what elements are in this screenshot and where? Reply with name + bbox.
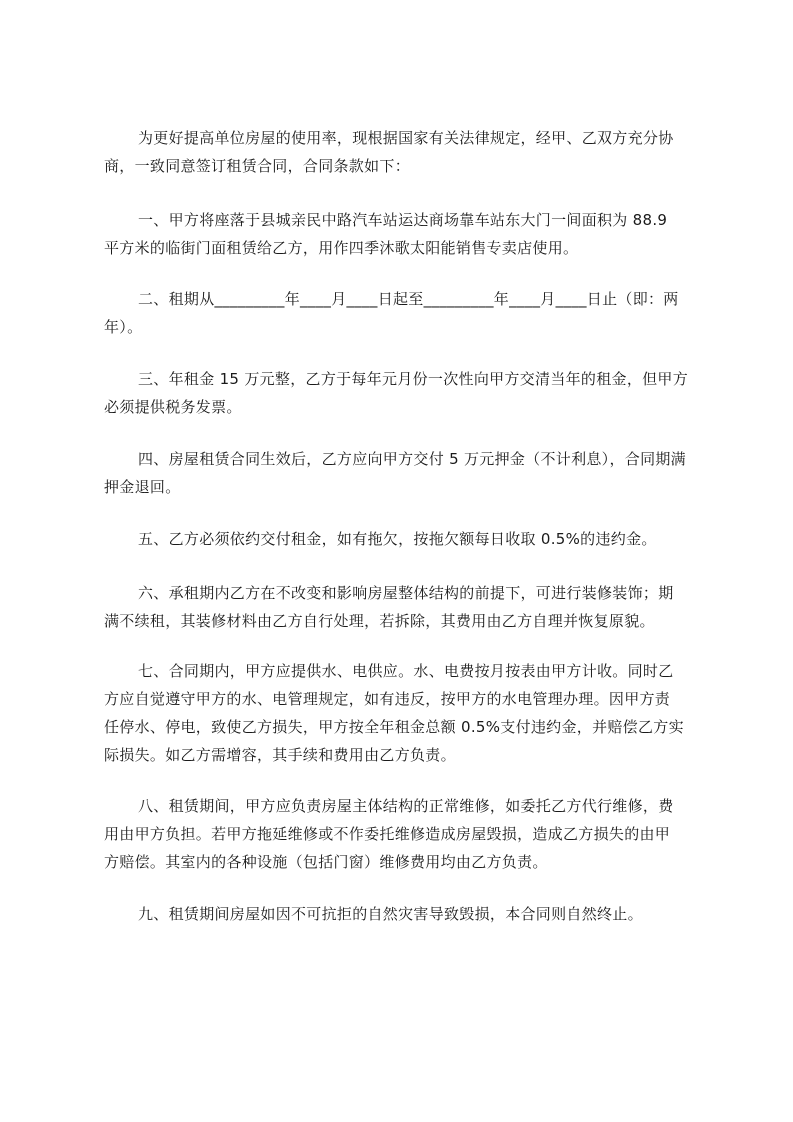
text-line: 必须提供税务发票。 [104,398,242,416]
text-line: 八、租赁期间，甲方应负责房屋主体结构的正常维修，如委托乙方代行维修，费 [138,797,674,815]
text-line: 方应自觉遵守甲方的水、电管理规定，如有违反，按甲方的水电管理办理。因甲方责 [104,690,671,708]
clause-8-paragraph [104,792,696,876]
clause-9-paragraph [104,900,696,928]
clause-1-paragraph [104,206,696,262]
text-line: 为更好提高单位房屋的使用率，现根据国家有关法律规定，经甲、乙双方充分协 [138,129,674,147]
clause-7-paragraph [104,657,696,769]
text-line: 际损失。如乙方需增容，其手续和费用由乙方负责。 [104,746,456,764]
text-line: 五、乙方必须依约交付租金，如有拖欠，按拖欠额每日收取 0.5%的违约金。 [138,530,657,548]
text-line: 满不续租，其装修材料由乙方自行处理，若拆除，其费用由乙方自理并恢复原貌。 [104,612,655,630]
text-line: 押金退回。 [104,478,181,496]
text-line: 九、租赁期间房屋如因不可抗拒的自然灾害导致毁损，本合同则自然终止。 [138,905,643,923]
text-line: 年）。 [104,318,143,336]
text-line: 平方米的临街门面租赁给乙方，用作四季沐歌太阳能销售专卖店使用。 [104,239,579,257]
clause-3-paragraph [104,365,696,421]
intro-paragraph [104,124,696,180]
text-line: 方赔偿。其室内的各种设施（包括门窗）维修费用均由乙方负责。 [104,853,548,871]
text-line: 七、合同期内，甲方应提供水、电供应。水、电费按月按表由甲方计收。同时乙 [138,662,674,680]
text-line: 三、年租金 15 万元整，乙方于每年元月份一次性向甲方交清当年的租金，但甲方 [138,370,689,388]
clause-2-paragraph [104,285,696,341]
text-line: 商，一致同意签订租赁合同，合同条款如下： [104,157,411,175]
text-line: 用由甲方负担。若甲方拖延维修或不作委托维修造成房屋毁损，造成乙方损失的由甲 [104,825,671,843]
text-line: 二、租期从_________年____月____日起至_________年____月____日止（即：两 [138,290,679,308]
clause-4-paragraph [104,445,696,501]
text-line: 四、房屋租赁合同生效后，乙方应向甲方交付 5 万元押金（不计利息），合同期满 [138,450,686,468]
text-line: 六、承租期内乙方在不改变和影响房屋整体结构的前提下，可进行装修装饰；期 [138,584,674,602]
clause-5-paragraph [104,525,696,553]
text-line: 一、甲方将座落于县城亲民中路汽车站运达商场靠车站东大门一间面积为 88.9 [138,211,668,229]
text-line: 任停水、停电，致使乙方损失，甲方按全年租金总额 0.5%支付违约金，并赔偿乙方实 [104,718,684,736]
clause-6-paragraph [104,579,696,635]
